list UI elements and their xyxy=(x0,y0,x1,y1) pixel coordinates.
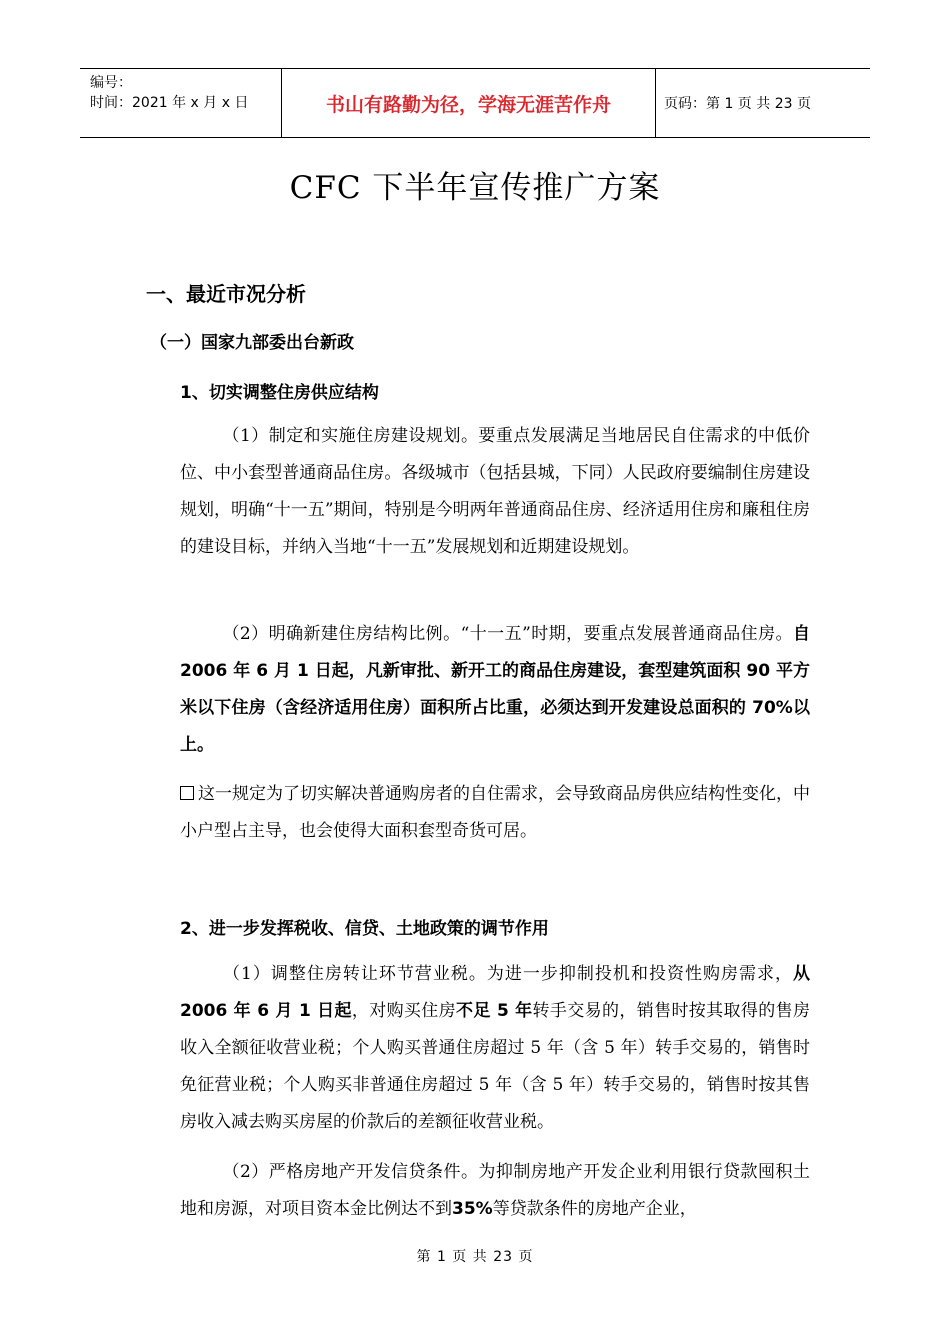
header-page-label: 页码：第 1 页 共 23 页 xyxy=(664,96,811,112)
item2-p1-a: （1）调整住房转让环节营业税。为进一步抑制投机和投资性购房需求， xyxy=(222,964,793,984)
item2-p2-c: 等贷款条件的房地产企业， xyxy=(492,1199,697,1219)
item1-heading: 1、切实调整住房供应结构 xyxy=(180,383,379,403)
item2-p2-a: （2）严格房地产开发信贷条件。为抑制房地产开发企业利用银行贷款囤积土地和房源，对项目资本金比例达不到 xyxy=(180,1162,810,1219)
item1-note xyxy=(180,776,810,850)
item1-p2-plain: （2）明确新建住房结构比例。“十一五”时期，要重点发展普通商品住房。 xyxy=(222,624,793,644)
item1-paragraph-2 xyxy=(180,616,810,764)
item1-note-text: 这一规定为了切实解决普通购房者的自住需求，会导致商品房供应结构性变化，中小户型占主导，也会使得大面积套型奇货可居。 xyxy=(180,784,810,841)
item2-paragraph-1 xyxy=(180,956,810,1141)
item1-p1-text: （1）制定和实施住房建设规划。要重点发展满足当地居民自住需求的中低价位、中小套型普通商品住房。各级城市（包括县城，下同）人民政府要编制住房建设规划，明确“十一五”期间，特别是今明两年普通商品住房、经济适用住房和廉租住房的建设目标，并纳入当地“十一五”发展规划和近期建设规划。 xyxy=(180,426,810,557)
document-title: CFC 下半年宣传推广方案 xyxy=(289,170,661,206)
item1-paragraph-1 xyxy=(180,418,810,566)
page-footer: 第 1 页 共 23 页 xyxy=(416,1249,534,1265)
item2-paragraph-2 xyxy=(180,1154,810,1228)
number-label: 编号： xyxy=(90,75,132,91)
item2-p1-d: 不足 5 年 xyxy=(456,1001,533,1021)
time-label: 时间：2021 年 x 月 x 日 xyxy=(90,95,249,111)
subsection-heading: （一）国家九部委出台新政 xyxy=(150,333,354,353)
item1-p2-bold: 自 2006 年 6 月 1 日起，凡新审批、新开工的商品住房建设，套型建筑面积 90 平方米以下住房（含经济适用住房）面积所占比重，必须达到开发建设总面积的 70%以上。 xyxy=(180,624,810,755)
checkbox-square-icon xyxy=(180,786,194,800)
header-meta xyxy=(80,69,282,137)
section-heading: 一、最近市况分析 xyxy=(146,282,306,306)
header-motto: 书山有路勤为径，学海无涯苦作舟 xyxy=(282,69,656,137)
item2-p2-b: 35% xyxy=(452,1199,493,1219)
header-table xyxy=(80,68,870,138)
item2-p1-e: 转手交易的，销售时按其取得的售房收入全额征收营业税；个人购买普通住房超过 5 年（含 5 年）转手交易的，销售时免征营业税；个人购买非普通住房超过 5 年（含 5 年）转手交易的，销售时按其售房收入减去购买房屋的价款后的差额征收营业税。 xyxy=(180,1001,810,1132)
item2-p1-b: 从 2006 年 6 月 1 日起 xyxy=(180,964,810,1021)
item2-p1-c: ，对购买住房 xyxy=(351,1001,457,1021)
item2-heading: 2、进一步发挥税收、信贷、土地政策的调节作用 xyxy=(180,919,549,939)
